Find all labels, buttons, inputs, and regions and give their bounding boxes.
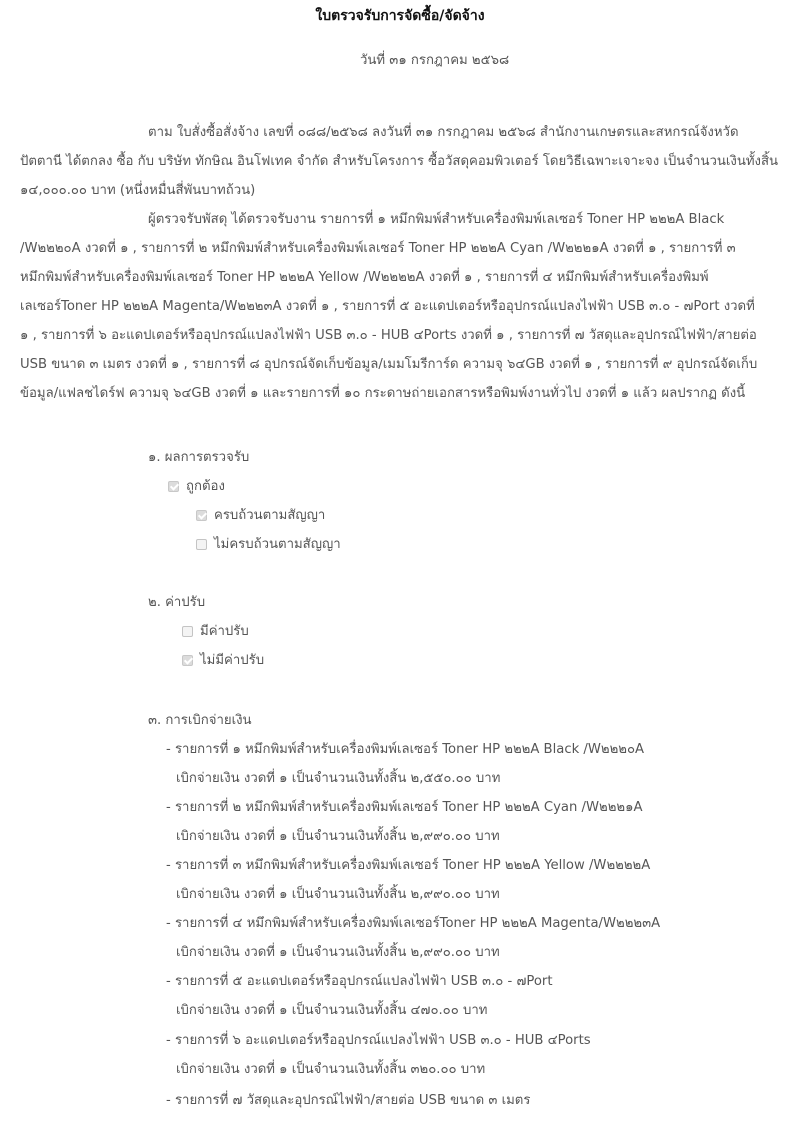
payment-heading: ๓. การเบิกจ่ายเงิน (148, 713, 252, 728)
result-incomplete-option[interactable] (148, 530, 341, 559)
checkbox-complete[interactable] (196, 510, 207, 521)
inspection-line: ผู้ตรวจรับพัสดุ ได้ตรวจรับงาน รายการที่ ๑ หมึกพิมพ์สำหรับเครื่องพิมพ์เลเซอร์ Toner HP ๒๒๒A Black (148, 212, 725, 227)
inspection-paragraph (20, 205, 782, 408)
payment-item-title: - รายการที่ ๑ หมึกพิมพ์สำหรับเครื่องพิมพ์เลเซอร์ Toner HP ๒๒๒A Black /W๒๒๒๐A (166, 742, 645, 757)
payment-heading-wrap (148, 706, 252, 735)
payment-item-detail: เบิกจ่ายเงิน งวดที่ ๑ เป็นจำนวนเงินทั้งสิ้น ๒,๙๙๐.๐๐ บาท (176, 887, 500, 902)
result-complete-option[interactable] (148, 501, 341, 530)
payment-item-title: - รายการที่ ๕ อะแดปเตอร์หรืออุปกรณ์แปลงไฟฟ้า USB ๓.๐ - ๗Port (166, 974, 553, 989)
payment-item (166, 1086, 530, 1115)
payment-item-detail: เบิกจ่ายเงิน งวดที่ ๑ เป็นจำนวนเงินทั้งสิ้น ๓๒๐.๐๐ บาท (176, 1062, 486, 1077)
payment-item (166, 967, 553, 1025)
payment-item-detail: เบิกจ่ายเงิน งวดที่ ๑ เป็นจำนวนเงินทั้งสิ้น ๒,๙๙๐.๐๐ บาท (176, 829, 500, 844)
intro-line: ๑๔,๐๐๐.๐๐ บาท (หนึ่งหมื่นสี่พันบาทถ้วน) (20, 183, 256, 198)
result-incomplete-label: ไม่ครบถ้วนตามสัญญา (214, 537, 341, 552)
payment-item (166, 793, 642, 851)
intro-line: ตาม ใบสั่งซื้อสั่งจ้าง เลขที่ ๐๘๘/๒๕๖๘ ลงวันที่ ๓๑ กรกฎาคม ๒๕๖๘ สำนักงานเกษตรและสหกรณ์จังหวัด (148, 125, 739, 140)
result-complete-label: ครบถ้วนตามสัญญา (214, 508, 326, 523)
checkbox-incomplete[interactable] (196, 539, 207, 550)
inspection-line: USB ขนาด ๓ เมตร งวดที่ ๑ , รายการที่ ๘ อุปกรณ์จัดเก็บข้อมูล/เมมโมรีการ์ด ความจุ ๖๔GB งวดที่ ๑ , รายการที่ ๙ อุปกรณ์จัดเก็บ (20, 357, 758, 372)
inspection-line: เลเซอร์Toner HP ๒๒๒A Magenta/W๒๒๒๓A งวดที่ ๑ , รายการที่ ๕ อะแดปเตอร์หรืออุปกรณ์แปลงไฟฟ้า USB ๓.๐ - ๗Port งวดที่ (20, 299, 755, 314)
inspection-line: /W๒๒๒๐A งวดที่ ๑ , รายการที่ ๒ หมึกพิมพ์สำหรับเครื่องพิมพ์เลเซอร์ Toner HP ๒๒๒A Cyan /W๒๒๒๑A งวดที่ ๑ , รายการที่ ๓ (20, 241, 736, 256)
payment-item (166, 851, 650, 909)
checkbox-no-penalty[interactable] (182, 655, 193, 666)
penalty-none-label: ไม่มีค่าปรับ (200, 653, 265, 668)
payment-item (166, 909, 660, 967)
payment-item-detail: เบิกจ่ายเงิน งวดที่ ๑ เป็นจำนวนเงินทั้งสิ้น ๔๗๐.๐๐ บาท (176, 1003, 488, 1018)
penalty-none-option[interactable] (148, 646, 264, 675)
payment-item-title: - รายการที่ ๔ หมึกพิมพ์สำหรับเครื่องพิมพ์เลเซอร์Toner HP ๒๒๒A Magenta/W๒๒๒๓A (166, 916, 661, 931)
payment-item (166, 1026, 591, 1084)
penalty-heading: ๒. ค่าปรับ (148, 595, 206, 610)
intro-line: ปัตตานี ได้ตกลง ซื้อ กับ บริษัท ทักษิณ อินโฟเทค จำกัด สำหรับโครงการ ซื้อวัสดุคอมพิวเตอร์ โดยวิธีเฉพาะเจาะจง เป็นจำนวนเงินทั้งสิ้น (20, 154, 779, 169)
inspection-result-section (148, 443, 341, 559)
inspection-line: หมึกพิมพ์สำหรับเครื่องพิมพ์เลเซอร์ Toner HP ๒๒๒A Yellow /W๒๒๒๒A งวดที่ ๑ , รายการที่ ๔ หมึกพิมพ์สำหรับเครื่องพิมพ์ (20, 270, 709, 285)
intro-paragraph (20, 118, 782, 205)
payment-item-detail: เบิกจ่ายเงิน งวดที่ ๑ เป็นจำนวนเงินทั้งสิ้น ๒,๕๕๐.๐๐ บาท (176, 771, 501, 786)
penalty-has-label: มีค่าปรับ (200, 624, 249, 639)
inspection-line: ๑ , รายการที่ ๖ อะแดปเตอร์หรืออุปกรณ์แปลงไฟฟ้า USB ๓.๐ - HUB ๔Ports งวดที่ ๑ , รายการที่ ๗ วัสดุและอุปกรณ์ไฟฟ้า/สายต่อ (20, 328, 757, 343)
payment-item (166, 735, 644, 793)
result-heading: ๑. ผลการตรวจรับ (148, 450, 250, 465)
document-title: ใบตรวจรับการจัดซื้อ/จัดจ้าง (315, 8, 485, 24)
result-correct-option[interactable] (148, 472, 341, 501)
payment-item-title: - รายการที่ ๒ หมึกพิมพ์สำหรับเครื่องพิมพ์เลเซอร์ Toner HP ๒๒๒A Cyan /W๒๒๒๑A (166, 800, 643, 815)
checkbox-correct[interactable] (168, 481, 179, 492)
payment-item-title: - รายการที่ ๖ อะแดปเตอร์หรืออุปกรณ์แปลงไฟฟ้า USB ๓.๐ - HUB ๔Ports (166, 1033, 591, 1048)
result-correct-label: ถูกต้อง (186, 479, 225, 494)
penalty-section (148, 588, 264, 675)
payment-item-detail: เบิกจ่ายเงิน งวดที่ ๑ เป็นจำนวนเงินทั้งสิ้น ๒,๙๙๐.๐๐ บาท (176, 945, 500, 960)
payment-item-title: - รายการที่ ๗ วัสดุและอุปกรณ์ไฟฟ้า/สายต่อ USB ขนาด ๓ เมตร (166, 1093, 531, 1108)
payment-item-title: - รายการที่ ๓ หมึกพิมพ์สำหรับเครื่องพิมพ์เลเซอร์ Toner HP ๒๒๒A Yellow /W๒๒๒๒A (166, 858, 651, 873)
inspection-line: ข้อมูล/แฟลชไดร์ฟ ความจุ ๖๔GB งวดที่ ๑ และรายการที่ ๑๐ กระดาษถ่ายเอกสารหรือพิมพ์งานทั่วไป งวดที่ ๑ แล้ว ผลปรากฏ ดังนี้ (20, 386, 746, 401)
checkbox-has-penalty[interactable] (182, 626, 193, 637)
document-date: วันที่ ๓๑ กรกฎาคม ๒๕๖๘ (360, 53, 510, 68)
penalty-has-option[interactable] (148, 617, 264, 646)
